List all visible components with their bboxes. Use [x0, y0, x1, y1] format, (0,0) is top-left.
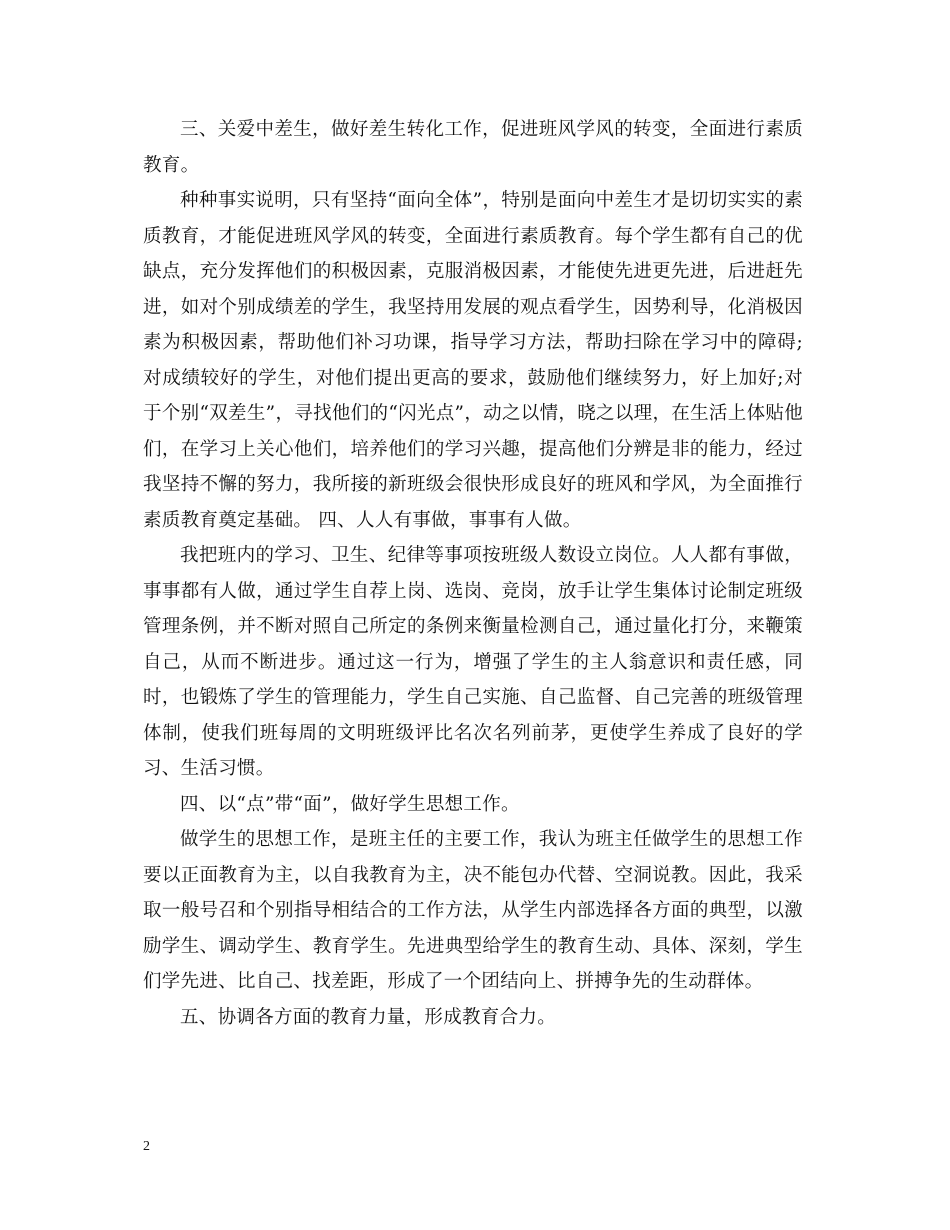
page-number: 2: [143, 1139, 150, 1154]
paragraph-section-five-heading: 五、协调各方面的教育力量，形成教育合力。: [180, 1006, 557, 1028]
document-body: [143, 112, 803, 1035]
paragraph-section-four-heading: 四、以“点”带“面”，做好学生思想工作。: [180, 793, 520, 815]
paragraph-underachievers: 种种事实说明，只有坚持“面向全体”，特别是面向中差生才是切切实实的素质教育，才能促进班风学风的转变，全面进行素质教育。每个学生都有自己的优缺点，充分发挥他们的积极因素，克服消极因素，才能使先进更先进，后进赶先进，如对个别成绩差的学生，我坚持用发展的观点看学生，因势利导，化消极因素为积极因素，帮助他们补习功课，指导学习方法，帮助扫除在学习中的障碍;对成绩较好的学生，对他们提出更高的要求，鼓励他们继续努力，好上加好;对于个别“双差生”，寻找他们的“闪光点”，动之以情，晓之以理，在生活上体贴他们，在学习上关心他们，培养他们的学习兴趣，提高他们分辨是非的能力，经过我坚持不懈的努力，我所接的新班级会很快形成良好的班风和学风，为全面推行素质教育奠定基础。 四、人人有事做，事事有人做。: [143, 190, 803, 531]
paragraph-class-duties: 我把班内的学习、卫生、纪律等事项按班级人数设立岗位。人人都有事做，事事都有人做，通过学生自荐上岗、选岗、竞岗，放手让学生集体讨论制定班级管理条例，并不断对照自己所定的条例来衡量检测自己，通过量化打分，来鞭策自己，从而不断进步。通过这一行为，增强了学生的主人翁意识和责任感，同时，也锻炼了学生的管理能力，学生自己实施、自己监督、自己完善的班级管理体制，使我们班每周的文明班级评比名次名列前茅，更使学生养成了良好的学习、生活习惯。: [143, 545, 803, 779]
paragraph-ideological-work: 做学生的思想工作，是班主任的主要工作，我认为班主任做学生的思想工作要以正面教育为主，以自我教育为主，决不能包办代替、空洞说教。因此，我采取一般号召和个别指导相结合的工作方法，从学生内部选择各方面的典型，以激励学生、调动学生、教育学生。先进典型给学生的教育生动、具体、深刻，学生们学先进、比自己、找差距，形成了一个团结向上、拼搏争先的生动群体。: [143, 829, 803, 992]
paragraph-section-three-heading: 三、关爱中差生，做好差生转化工作，促进班风学风的转变，全面进行素质教育。: [143, 119, 803, 176]
